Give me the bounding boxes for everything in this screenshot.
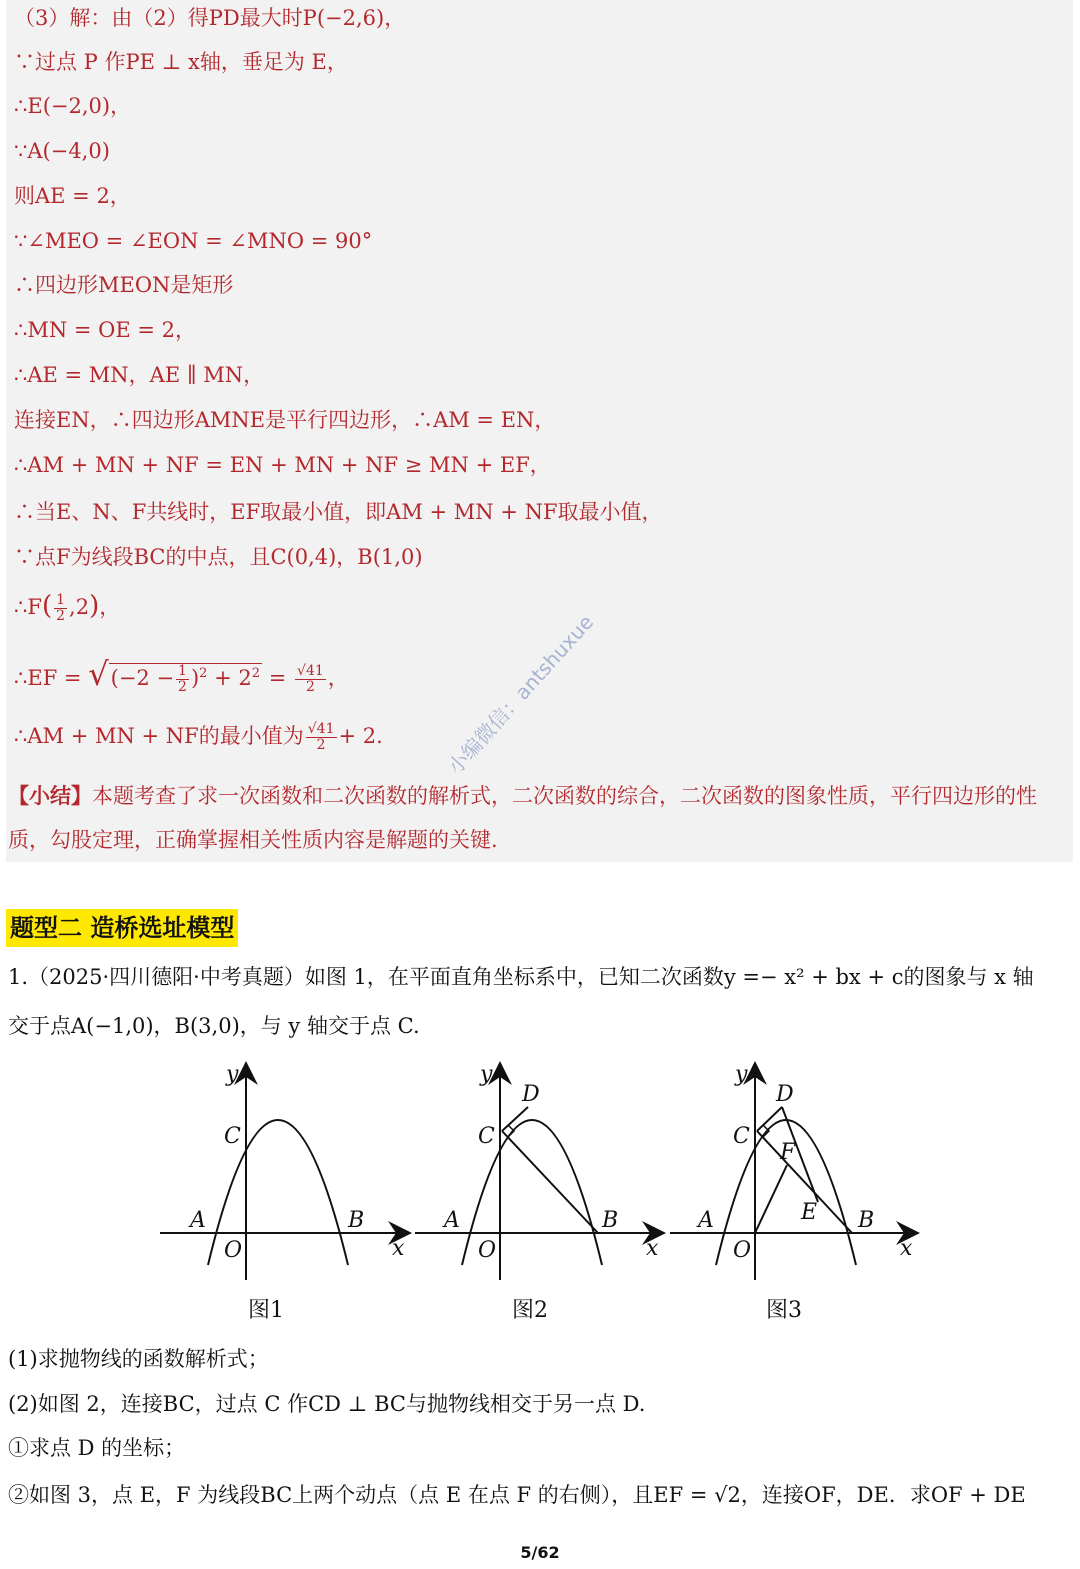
exponent: 2 [199,666,208,681]
figure-1-caption: 图1 [248,1298,284,1323]
denominator: 2 [178,679,187,695]
right-angle-mark [508,1125,514,1137]
denominator: 2 [316,737,326,753]
fig1-label-y: y [226,1062,239,1087]
figure-3-caption: 图3 [766,1298,802,1323]
solution-line: 连接EN，∴四边形AMNE是平行四边形，∴AM = EN， [14,408,556,432]
fraction [54,593,67,624]
numerator: 1 [178,663,187,679]
fig1-label-a: A [190,1208,206,1233]
question-part-2: (2)如图 2，连接BC，过点 C 作CD ⊥ BC与抛物线相交于另一点 D. [8,1392,646,1416]
equals: = [268,666,287,690]
fig3-label-d: D [776,1082,794,1107]
question-line: 1.（2025·四川德阳·中考真题）如图 1，在平面直角坐标系中，已知二次函数y =− x² + bx + c的图象与 x 轴 [8,965,1034,989]
fig3-label-y: y [735,1062,748,1087]
summary-tag: 【小结】 [8,784,92,808]
solution-line: ∴当E、N、F共线时，EF取最小值，即AM + MN + NF取最小值， [14,500,663,524]
min-suffix: + 2. [338,724,383,748]
summary [8,774,1068,862]
fig2-label-o: O [478,1238,497,1263]
section-title: 题型二 造桥选址模型 [6,909,238,947]
solution-line: ∵点F为线段BC的中点，且C(0,4)，B(1,0) [14,545,423,569]
fraction [306,722,337,753]
fig2-label-c: C [478,1124,495,1149]
watermark: 小编微信：antshuxue [442,610,599,779]
radicand-part: + 2 [214,666,252,690]
figures [150,1055,930,1335]
fig2-label-b: B [602,1208,619,1233]
summary-text: 本题考查了求一次函数和二次函数的解析式，二次函数的综合，二次函数的图象性质，平行四边形的性质，勾股定理，正确掌握相关性质内容是解题的关键. [8,784,1037,852]
fig3-label-x: x [900,1236,913,1261]
fig2-label-a: A [444,1208,460,1233]
fraction [295,664,326,695]
fig3-label-c: C [733,1124,750,1149]
fig3-label-o: O [733,1238,752,1263]
fig2-label-d: D [522,1082,540,1107]
numerator: √41 [297,663,324,679]
solution-box [6,0,1073,862]
segment-of [755,1165,787,1233]
denominator: 2 [56,608,66,624]
ef-line: ∴EF = √(−2 − $\frac{1}{2}$ )$^2 + 2^2$ = $\frac{√41}{2}$ ， [14,655,349,695]
radicand-part: (−2 − [110,666,175,690]
solution-line: ∴AM + MN + NF = EN + MN + NF ≥ MN + EF， [14,453,551,477]
f-point-line: ∴F( $\frac{1}{2}$ ,2)， [14,591,121,624]
fig2-label-y: y [480,1062,493,1087]
solution-line: ∴四边形MEON是矩形 [14,273,234,297]
min-prefix: ∴AM + MN + NF的最小值为 [14,724,304,748]
page-number: 5/62 [520,1543,560,1562]
fig2-label-x: x [646,1236,659,1261]
solution-line: ∴MN = OE = 2， [14,318,197,342]
solution-line: ∵∠MEO = ∠EON = ∠MNO = 90° [14,229,373,253]
fig3-label-b: B [858,1208,875,1233]
min-line [14,722,383,753]
figure-2-caption: 图2 [512,1298,548,1323]
solution-line: ∴AE = MN，AE ∥ MN， [14,363,265,387]
exponent: 2 [251,666,261,681]
solution-line: 则AE = 2， [14,184,131,208]
fig3-label-f: F [780,1140,796,1165]
fig3-label-e: E [801,1200,818,1225]
numerator: 1 [56,592,66,608]
f-point-prefix: ∴F [14,595,42,619]
fig1-label-o: O [224,1238,243,1263]
figure-1 [160,1065,408,1280]
solution-line: ∴E(−2,0)， [14,94,132,118]
numerator: √41 [307,721,335,737]
fig1-label-b: B [348,1208,365,1233]
denominator: 2 [305,679,315,695]
fraction [176,664,189,695]
f-point-suffix: ,2 [69,595,90,619]
question-part-2b: ②如图 3，点 E，F 为线段BC上两个动点（点 E 在点 F 的右侧），且EF = √2，连接OF，DE．求OF + DE [8,1483,1026,1507]
fig3-label-a: A [698,1208,714,1233]
question-line: 交于点A(−1,0)，B(3,0)，与 y 轴交于点 C. [8,1014,420,1038]
radicand-part: ) [190,666,200,690]
fig1-label-x: x [392,1236,405,1261]
solution-line: ∵过点 P 作PE ⊥ x轴，垂足为 E， [14,50,348,74]
ef-prefix: ∴EF = [14,666,82,690]
segment-bc [502,1131,598,1233]
solution-line: （3）解：由（2）得PD最大时P(−2,6)， [14,6,406,30]
question-part-2a: ①求点 D 的坐标； [8,1436,186,1460]
question-part-1: (1)求抛物线的函数解析式； [8,1347,269,1371]
solution-line: ∵A(−4,0) [14,139,110,163]
fig1-label-c: C [224,1124,241,1149]
punctuation: ， [327,666,349,690]
